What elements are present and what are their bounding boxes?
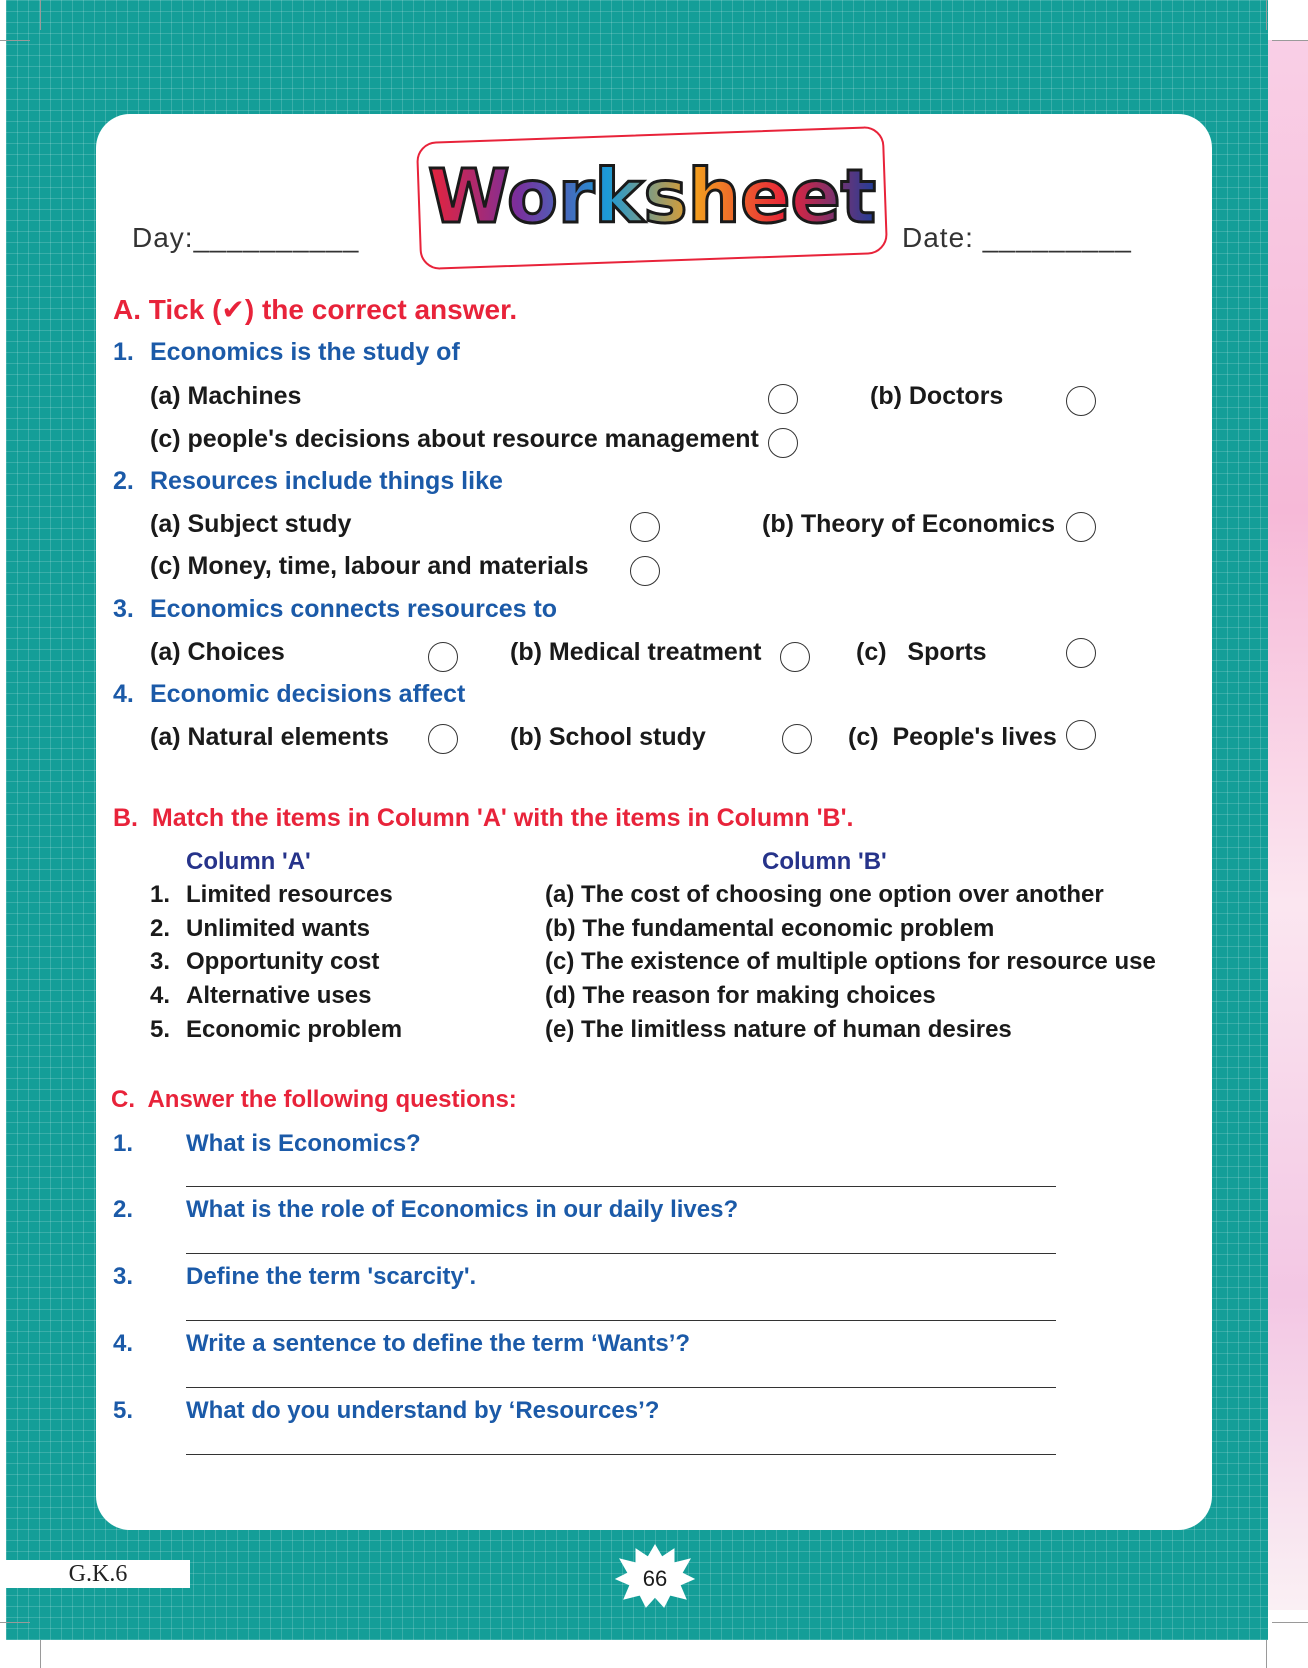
match-item-a: Economic problem (186, 1016, 403, 1043)
question-text: What is Economics? (186, 1130, 421, 1157)
question-number: 3. (113, 1263, 134, 1290)
question-number: 1. (113, 338, 134, 366)
answer-line[interactable] (186, 1387, 1056, 1388)
answer-circle[interactable] (782, 724, 812, 754)
answer-circle[interactable] (768, 428, 798, 458)
answer-circle[interactable] (780, 642, 810, 672)
question-text: What is the role of Economics in our daily lives? (186, 1196, 739, 1223)
answer-line[interactable] (186, 1253, 1056, 1254)
question-number: 1. (113, 1130, 134, 1157)
option-label: (c) People's lives (848, 723, 1057, 751)
match-number: 4. (150, 982, 171, 1009)
question-number: 5. (113, 1397, 134, 1424)
match-item-b: (b) The fundamental economic problem (545, 915, 995, 942)
question-text: Write a sentence to define the term ‘Wants’? (186, 1330, 691, 1357)
section-b-heading: B. Match the items in Column 'A' with the items in Column 'B'. (113, 804, 854, 832)
book-label: G.K.6 (6, 1560, 190, 1588)
question-text: Resources include things like (150, 467, 503, 495)
match-item-b: (a) The cost of choosing one option over another (545, 881, 1104, 908)
option-label: (a) Natural elements (150, 723, 389, 751)
option-label: (b) Medical treatment (510, 638, 762, 666)
answer-circle[interactable] (1066, 386, 1096, 416)
question-text: Economics connects resources to (150, 595, 558, 623)
option-label: (b) Theory of Economics (762, 510, 1056, 538)
date-field: Date: _________ (902, 222, 1132, 253)
match-item-b: (d) The reason for making choices (545, 982, 936, 1009)
match-item-b: (e) The limitless nature of human desires (545, 1016, 1012, 1043)
match-item-a: Limited resources (186, 881, 393, 908)
question-text: Define the term 'scarcity'. (186, 1263, 477, 1290)
answer-circle[interactable] (768, 384, 798, 414)
match-number: 1. (150, 881, 171, 908)
answer-circle[interactable] (1066, 638, 1096, 668)
crop-mark (0, 1622, 30, 1623)
match-item-b: (c) The existence of multiple options for resource use (545, 948, 1156, 975)
page-number-badge (614, 1543, 696, 1609)
answer-line[interactable] (186, 1186, 1056, 1187)
answer-circle[interactable] (1066, 720, 1096, 750)
answer-line[interactable] (186, 1454, 1056, 1455)
answer-circle[interactable] (630, 512, 660, 542)
column-b-header: Column 'B' (762, 848, 887, 875)
svg-text:Worksheet: Worksheet (428, 154, 876, 240)
match-item-a: Opportunity cost (186, 948, 380, 975)
option-label: (a) Machines (150, 382, 302, 410)
match-number: 2. (150, 915, 171, 942)
crop-mark (1266, 0, 1267, 30)
crop-mark (1272, 1622, 1308, 1623)
section-a-heading: A. Tick (✔) the correct answer. (113, 294, 518, 325)
pink-side-strip (1268, 40, 1308, 1610)
match-item-a: Unlimited wants (186, 915, 371, 942)
question-number: 4. (113, 680, 134, 708)
section-c-heading: C. Answer the following questions: (111, 1086, 517, 1113)
answer-circle[interactable] (1066, 512, 1096, 542)
question-text: Economics is the study of (150, 338, 460, 366)
match-item-a: Alternative uses (186, 982, 372, 1009)
match-number: 3. (150, 948, 171, 975)
answer-line[interactable] (186, 1320, 1056, 1321)
option-label: (c) Money, time, labour and materials (150, 552, 589, 580)
option-label: (a) Choices (150, 638, 285, 666)
question-text: What do you understand by ‘Resources’? (186, 1397, 660, 1424)
option-label: (c) people's decisions about resource management (150, 425, 759, 453)
answer-circle[interactable] (428, 642, 458, 672)
question-number: 3. (113, 595, 134, 623)
question-number: 2. (113, 467, 134, 495)
page-number: 66 (642, 1566, 668, 1591)
crop-mark (1272, 40, 1308, 41)
crop-mark (0, 40, 30, 41)
option-label: (c) Sports (856, 638, 987, 666)
day-field: Day:__________ (132, 222, 360, 253)
match-number: 5. (150, 1016, 171, 1043)
column-a-header: Column 'A' (186, 848, 311, 875)
crop-mark (40, 1640, 41, 1668)
question-number: 4. (113, 1330, 134, 1357)
crop-mark (1266, 1640, 1267, 1668)
question-number: 2. (113, 1196, 134, 1223)
worksheet-title-logo (428, 150, 876, 246)
option-label: (a) Subject study (150, 510, 352, 538)
question-text: Economic decisions affect (150, 680, 466, 708)
answer-circle[interactable] (428, 724, 458, 754)
crop-mark (40, 0, 41, 30)
answer-circle[interactable] (630, 556, 660, 586)
option-label: (b) Doctors (870, 382, 1004, 410)
option-label: (b) School study (510, 723, 706, 751)
